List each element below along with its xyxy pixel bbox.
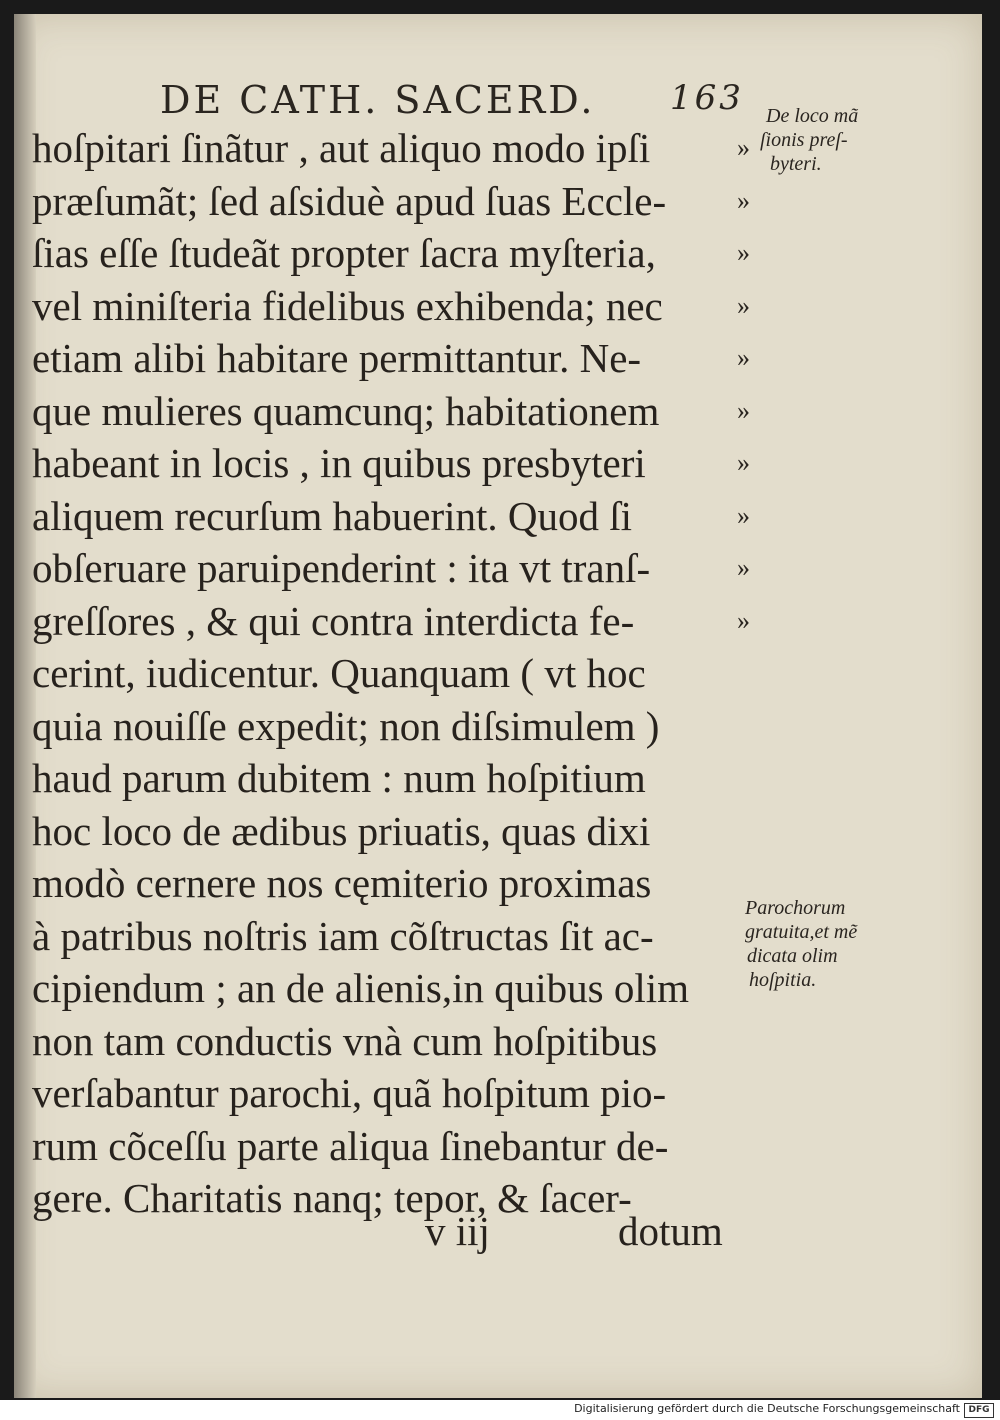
text-line-content: verſabantur parochi, quã hoſpitum pio-: [32, 1070, 667, 1116]
quotation-mark: »: [737, 395, 750, 425]
text-line: [32, 1015, 752, 1067]
quotation-mark: »: [737, 185, 750, 215]
text-line-content: non tam conductis vnà cum hoſpitibus: [32, 1017, 658, 1064]
text-line-content: præſumãt; ſed aſsiduè apud ſuas Eccle-: [32, 177, 667, 224]
text-line: [32, 122, 752, 174]
text-line: [32, 647, 752, 699]
text-line-content: hoſpitari ſinãtur , aut aliquo modo ipſi: [32, 125, 651, 171]
text-line-content: vel miniſteria fidelibus exhibenda; nec: [32, 282, 663, 329]
quotation-mark: »: [737, 290, 750, 320]
text-line: [32, 962, 752, 1014]
text-line-content: cerint, iudicentur. Quanquam ( vt hoc: [32, 650, 646, 696]
running-header: [160, 78, 760, 122]
margin-note-line: gratuita,et mẽ: [745, 921, 858, 943]
text-line-content: ſias eſſe ſtudeãt propter ſacra myſteria,: [32, 230, 656, 276]
text-line: [32, 910, 752, 962]
text-line-content: etiam alibi habitare permittantur. Ne-: [32, 335, 642, 381]
quotation-mark: »: [737, 448, 750, 477]
text-line: [32, 857, 752, 909]
running-title: DE CATH. SACERD.: [160, 78, 596, 122]
margin-note-2: [745, 896, 857, 992]
catchword: dotum: [618, 1208, 723, 1254]
margin-note-1: [760, 104, 858, 176]
text-line: [32, 805, 752, 857]
quotation-mark: »: [737, 553, 750, 582]
text-line-content: modò cernere nos cęmiterio proximas: [32, 860, 652, 906]
quotation-mark: »: [737, 238, 750, 267]
text-line-content: rum cõceſſu parte aliqua ſinebantur de-: [32, 1122, 669, 1169]
footer-credit: Digitalisierung gefördert durch die Deutsche Forschungsgemeinschaft: [574, 1402, 960, 1415]
dfg-logo: DFG: [964, 1403, 994, 1418]
text-line-content: cipiendum ; an de alienis,in quibus olim: [32, 965, 690, 1011]
text-line-content: quia nouiſſe expedit; non diſsimulem ): [32, 702, 660, 749]
page-number: 163: [670, 78, 744, 118]
text-line-content: hoc loco de ædibus priuatis, quas dixi: [32, 807, 651, 854]
quotation-mark: »: [737, 500, 750, 530]
quotation-mark: »: [737, 605, 750, 635]
text-line: [32, 175, 752, 227]
text-line: [32, 595, 752, 647]
text-line: [32, 332, 752, 384]
text-line-content: greſſores , & qui contra interdicta fe-: [32, 597, 635, 644]
margin-note-line: dicata olim: [747, 945, 838, 967]
text-line: [32, 280, 752, 332]
margin-note-line: ſionis preſ-: [760, 129, 848, 151]
text-line-content: habeant in locis , in quibus presbyteri: [32, 440, 646, 486]
text-line: [32, 490, 752, 542]
signature-mark: v iij: [425, 1208, 490, 1254]
text-line: [32, 385, 752, 437]
text-line: [32, 752, 752, 804]
text-line-content: aliquem recurſum habuerint. Quod ſi: [32, 492, 633, 539]
text-line: [32, 437, 752, 489]
margin-note-line: Parochorum: [745, 897, 846, 919]
text-line-content: gere. Charitatis nanq; tepor, & ſacer-: [32, 1175, 632, 1221]
margin-note-line: hoſpitia.: [749, 969, 817, 991]
margin-note-line: De loco mã: [766, 105, 859, 127]
margin-note-line: byteri.: [770, 153, 822, 175]
text-line-content: haud parum dubitem : num hoſpitium: [32, 755, 646, 801]
text-line: [32, 227, 752, 279]
quotation-mark: »: [737, 133, 750, 162]
text-line: [32, 542, 752, 594]
text-line: [32, 1067, 752, 1119]
text-line-content: obſeruare paruipenderint : ita vt tranſ-: [32, 545, 651, 591]
text-line-content: que mulieres quamcunq; habitationem: [32, 387, 660, 434]
text-line: [32, 700, 752, 752]
quotation-mark: »: [737, 343, 750, 372]
text-line-content: à patribus noſtris iam cõſtructas ſit ac-: [32, 912, 654, 959]
text-line: [32, 1120, 752, 1172]
